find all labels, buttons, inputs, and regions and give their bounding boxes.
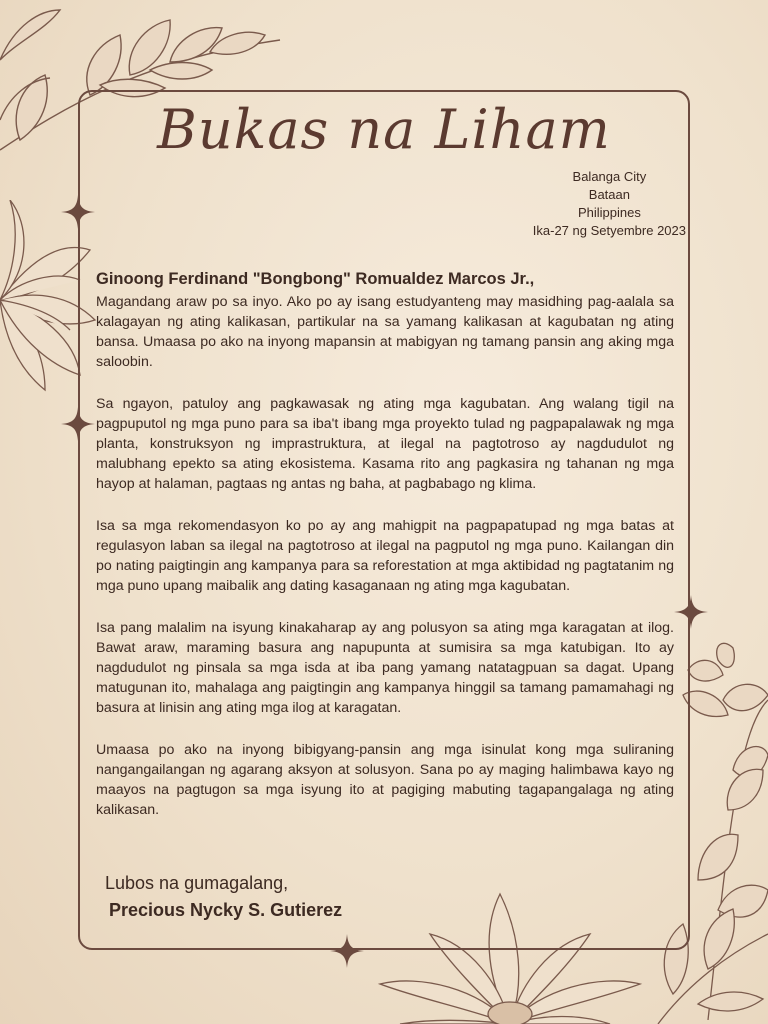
paragraph: Isa pang malalim na isyung kinakaharap ay ang polusyon sa ating mga karagatan at ilog. Bawat araw, maraming basura ang napupunta at sumisira sa mga katubigan. Ito ay nagdudulot ng pinsala sa mga isda at iba pang yamang natatagpuan sa dagat. Upang matugunan ito, mahalaga ang paigtingin ang kampanya hinggil sa tamang pamamahagi ng basura at linisin ang ating mga ilog at karagatan. [96, 620, 674, 716]
paragraph: Isa sa mga rekomendasyon ko po ay ang mahigpit na pagpapatupad ng mga batas at regulasyon laban sa ilegal na pagtotroso at ilegal na pagputol ng mga puno. Kailangan din po nating paigtingin ang kampanya para sa reforestation at mga aktibidad ng pagtatanim ng mga puno upang maibalik ang dating kasaganaan ng ating mga kagubatan. [96, 518, 674, 594]
signature-name: Precious Nycky S. Gutierez [109, 900, 343, 920]
sparkle-icon [61, 407, 95, 441]
letter-title: Bukas na Liham [157, 98, 611, 161]
sparkle-icon [674, 595, 708, 629]
closing-line: Lubos na gumagalang, [105, 873, 289, 893]
letter-body [96, 292, 674, 842]
paragraph: Magandang araw po sa inyo. Ako po ay isang estudyanteng may masidhing pag-aalala sa kalagayan ng ating kalikasan, partikular na sa yamang kalikasan at kagubatan ng ating bansa. Umaasa po ako na inyong mapansin at mabigyan ng tamang pansin ang aking mga saloobin. [96, 294, 674, 370]
address-province: Bataan [588, 187, 630, 202]
paragraph: Sa ngayon, patuloy ang pagkawasak ng ating mga kagubatan. Ang walang tigil na pagpuputol ng mga puno para sa iba't ibang mga proyekto tulad ng pagpapalawak ng mga planta, konstruksyon ng imprastruktura, at ilegal na pagtotroso ay nagdudulot ng malubhang epekto sa ating ekosistema. Kasama rito ang pagkasira ng tahanan ng mga hayop at halaman, pagtaas ng antas ng baha, at pagbabago ng klima. [96, 396, 674, 492]
paragraph: Umaasa po ako na inyong bibigyang-pansin ang mga isinulat kong mga suliraning nangangailangan ng agarang aksyon at solusyon. Sana po ay maging halimbawa kayo ng maayos na pagtugon sa mga isyung ito at pagiging mabuting tagapangalaga ng ating kalikasan. [96, 742, 674, 818]
letter-date: Ika-27 ng Setyembre 2023 [532, 223, 686, 238]
sender-address [533, 168, 686, 240]
sparkle-icon [330, 934, 364, 968]
salutation: Ginoong Ferdinand "Bongbong" Romualdez Marcos Jr., [96, 270, 535, 288]
address-city: Balanga City [572, 169, 647, 184]
sparkle-icon [61, 195, 95, 229]
address-country: Philippines [577, 205, 641, 220]
